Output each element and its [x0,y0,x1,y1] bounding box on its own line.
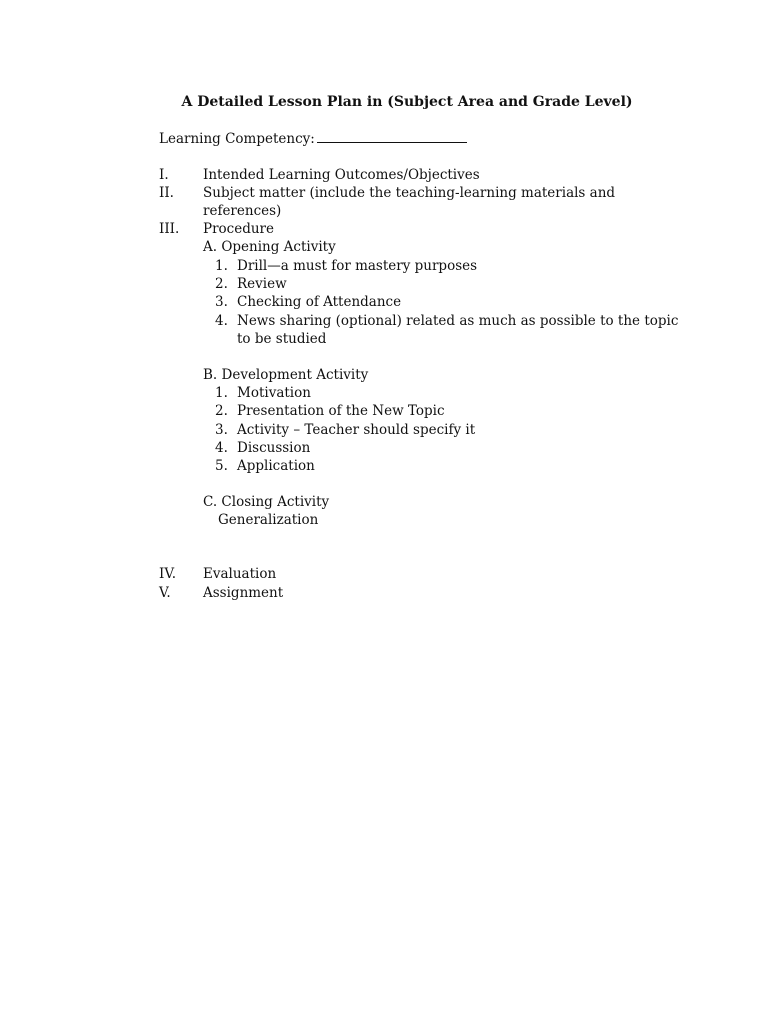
competency-blank [317,130,467,143]
section-text: Subject matter (include the teaching-learning materials and [203,185,616,201]
document-title: A Detailed Lesson Plan in (Subject Area and Grade Level) [181,94,633,110]
section-text: Evaluation [203,566,277,582]
section-text-continued: references) [203,203,282,219]
section-number: IV. [159,566,177,582]
section-text: Intended Learning Outcomes/Objectives [203,167,480,183]
competency-label: Learning Competency: [159,131,315,147]
learning-competency-line [159,130,467,147]
section-number: V. [159,585,171,601]
document-page: A Detailed Lesson Plan in (Subject Area and Grade Level) Learning Competency: I. Intended Learning Outcomes/Objectives II. Subject matter (include the teaching-learning materials and references) III. Procedure A. Opening Activity 1. Drill—a must for mastery purposes 2. Review 3. Checking of Attendance 4. News sharing (optional) related as much as possible to the topic to be studied B. Development Activity 1. Motivation 2. Presentation of the New Topic 3. Activity – Teacher should specify it 4. Discussion 5. Application C. Closing Activity Generalization IV. Evaluation V. Assignment [0,0,768,1024]
section-number: II. [159,185,174,201]
section-number: I. [159,167,169,183]
section-text: Assignment [203,585,284,601]
section-text: Procedure [203,221,274,237]
section-number: III. [159,221,180,237]
